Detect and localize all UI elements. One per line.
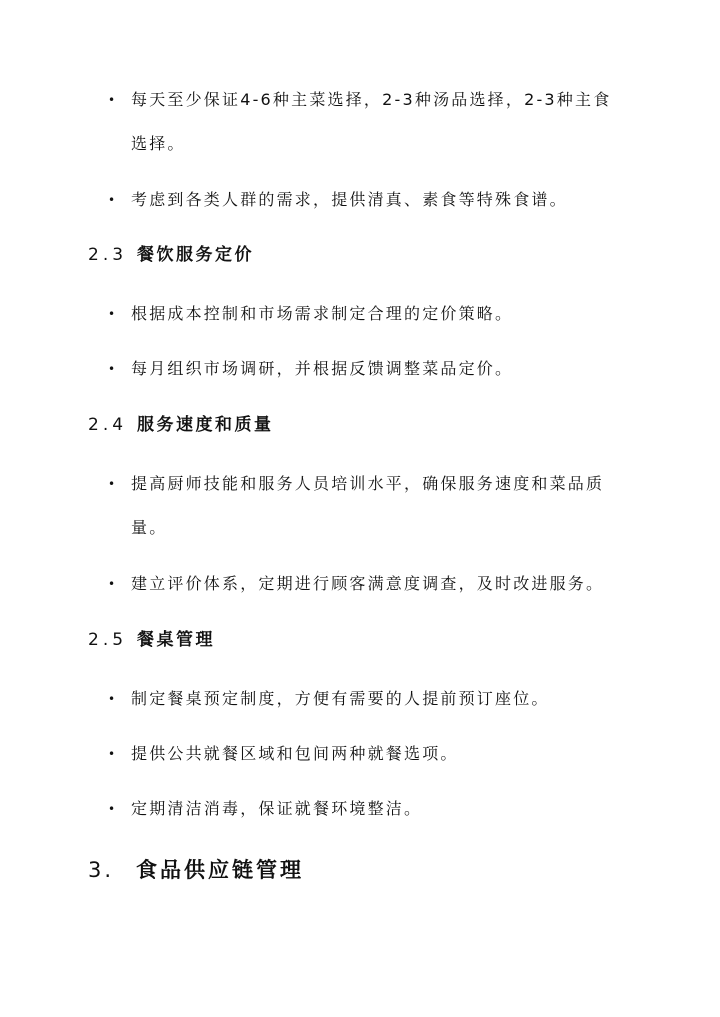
list-item: [108, 292, 628, 336]
chapter-heading: [88, 855, 304, 885]
list-item-text: 提供公共就餐区域和包间两种就餐选项。: [131, 744, 459, 763]
section-heading: [88, 628, 215, 652]
bullet-icon: •: [108, 93, 116, 107]
list-item-text: 制定餐桌预定制度，方便有需要的人提前预订座位。: [131, 689, 550, 708]
list-item-text: 考虑到各类人群的需求，提供清真、素食等特殊食谱。: [131, 190, 568, 209]
section-title: 服务速度和质量: [137, 415, 274, 435]
list-item-text: 每天至少保证4-6种主菜选择，2-3种汤品选择，2-3种主食选择。: [131, 90, 612, 153]
list-item: [108, 787, 628, 831]
list-item-text: 根据成本控制和市场需求制定合理的定价策略。: [131, 304, 514, 323]
bullet-icon: •: [108, 802, 116, 816]
bullet-icon: •: [108, 577, 116, 591]
bullet-icon: •: [108, 307, 116, 321]
bullet-icon: •: [108, 362, 116, 376]
section-heading: [88, 243, 254, 267]
chapter-title: 食品供应链管理: [136, 858, 305, 882]
section-number: 2.4: [88, 415, 128, 435]
list-item: [108, 347, 628, 391]
section-number: 2.3: [88, 245, 128, 265]
list-item: [108, 562, 628, 606]
list-item-text: 建立评价体系，定期进行顾客满意度调查，及时改进服务。: [131, 574, 605, 593]
section-heading: [88, 413, 274, 437]
section-title: 餐饮服务定价: [137, 245, 255, 265]
list-item: [108, 462, 628, 550]
bullet-icon: •: [108, 477, 116, 491]
list-item: [108, 677, 628, 721]
bullet-icon: •: [108, 747, 116, 761]
bullet-icon: •: [108, 692, 116, 706]
list-item: [108, 732, 628, 776]
list-item-text: 定期清洁消毒，保证就餐环境整洁。: [131, 799, 423, 818]
list-item: [108, 78, 628, 166]
list-item: [108, 178, 628, 222]
list-item-text: 每月组织市场调研，并根据反馈调整菜品定价。: [131, 359, 514, 378]
chapter-number: 3.: [88, 858, 115, 882]
list-item-text: 提高厨师技能和服务人员培训水平，确保服务速度和菜品质量。: [131, 474, 605, 537]
section-number: 2.5: [88, 630, 128, 650]
section-title: 餐桌管理: [137, 630, 216, 650]
bullet-icon: •: [108, 193, 116, 207]
